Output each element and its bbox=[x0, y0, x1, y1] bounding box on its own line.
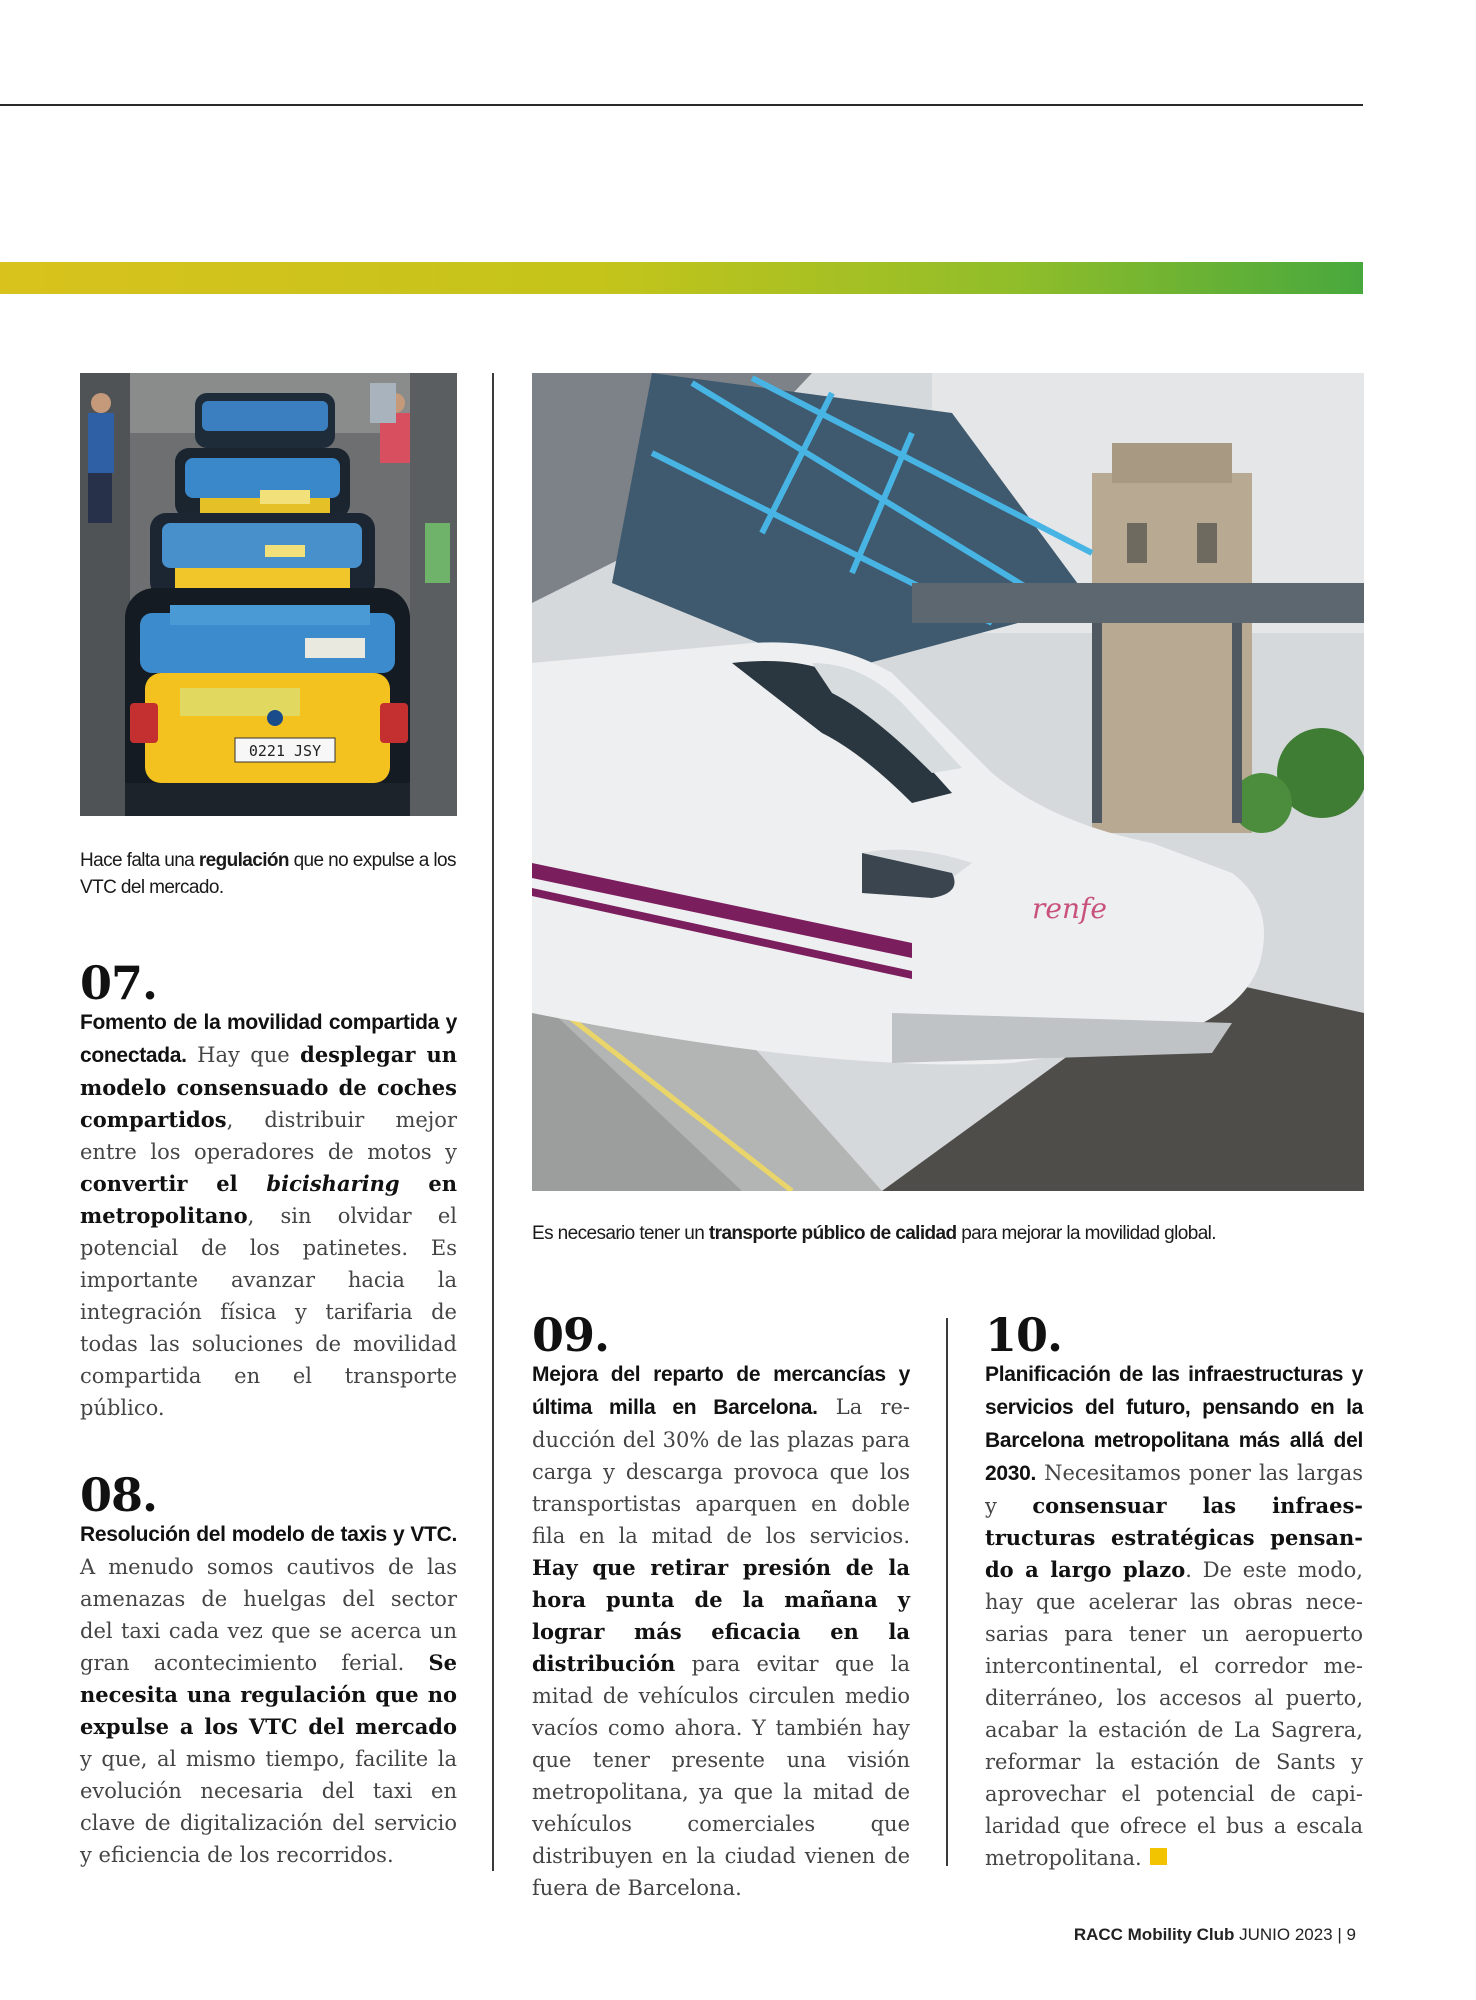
bold-text: Se necesita una regulación que no expulse a los VTC del mercado bbox=[80, 1650, 457, 1739]
section-08-body bbox=[80, 1518, 457, 1871]
section-lead: Mejora del reparto de mercancías y última milla en Barcelona. bbox=[532, 1363, 910, 1419]
caption-text: para mejorar la movilidad global. bbox=[956, 1223, 1216, 1244]
train-brand-logo: renfe bbox=[1032, 892, 1107, 925]
footer-separator: | bbox=[1337, 1925, 1342, 1944]
section-lead: Fomento de la movilidad compartida y conectada. bbox=[80, 1011, 457, 1067]
bold-text: Hay que retirar presión de la hora punta de la mañana y lograr más eficacia en la distribución bbox=[532, 1555, 910, 1676]
section-09-number: 09. bbox=[532, 1308, 610, 1362]
section-lead: Planificación de las infraestructuras y servicios del futuro, pensando en la Barcelona metropolitana más allá del 2030. bbox=[985, 1363, 1363, 1485]
bold-text: consensuar las infraestructuras estratégicas pensando a largo plazo bbox=[985, 1493, 1363, 1582]
section-lead: Resolución del modelo de taxis y VTC. bbox=[80, 1523, 457, 1546]
taxi-photo-caption bbox=[80, 847, 460, 901]
section-09-body bbox=[532, 1358, 910, 1904]
body-text: , sin olvidar el potencial de los patinetes. Es importante avanzar hacia la integración física y tarifaria de todas las soluciones de movilidad compartida en el transporte público. bbox=[80, 1204, 457, 1420]
section-10-number: 10. bbox=[985, 1308, 1063, 1362]
gradient-header-bar bbox=[0, 262, 1363, 294]
caption-text: que no expulse a los VTC del mercado. bbox=[80, 850, 456, 898]
taxi-photo-illustration bbox=[80, 373, 457, 816]
bold-text: en metropolitano bbox=[80, 1171, 457, 1228]
body-text: A menudo somos cautivos de las amenazas de huelgas del sector del taxi cada vez que se acerca un gran acontecimiento ferial. bbox=[80, 1555, 457, 1675]
end-of-article-square bbox=[1150, 1848, 1167, 1865]
top-rule bbox=[0, 104, 1363, 106]
caption-text: Es necesario tener un bbox=[532, 1223, 709, 1244]
body-text: La reducción del 30% de las plazas para carga y descarga provoca que los transportistas aparquen en doble fila en la mitad de los servicios. bbox=[532, 1395, 910, 1548]
taxi-photo bbox=[80, 373, 457, 816]
section-08-number: 08. bbox=[80, 1468, 158, 1522]
body-text: Necesitamos poner las largas y bbox=[985, 1461, 1363, 1518]
column-divider-right bbox=[946, 1318, 948, 1866]
bold-text: convertir el bbox=[80, 1171, 267, 1196]
page-number: 9 bbox=[1346, 1925, 1356, 1944]
bold-text: bicisharing bbox=[266, 1171, 400, 1196]
body-text: para evitar que la mitad de vehículos circulen medio vacíos como ahora. Y también hay que tener presente una visión metropolitana, ya que la mitad de vehículos comerciales que distribuyen en la ciudad vienen de fuera de Barcelona. bbox=[532, 1652, 910, 1900]
train-photo-caption bbox=[532, 1220, 1372, 1247]
body-text: Hay que bbox=[186, 1043, 301, 1067]
footer-date: JUNIO 2023 bbox=[1239, 1925, 1333, 1944]
column-divider-left bbox=[492, 373, 494, 1871]
section-10-body bbox=[985, 1358, 1363, 1874]
body-text: , distribuir mejor entre los operadores de motos y bbox=[80, 1108, 457, 1164]
body-text: y que, al mismo tiempo, facilite la evolución necesaria del taxi en clave de digitalización del servicio y eficiencia de los recorridos. bbox=[80, 1747, 457, 1867]
taxi-plate: 0221 JSY bbox=[248, 742, 322, 760]
section-07-body bbox=[80, 1006, 457, 1424]
page-footer bbox=[1074, 1925, 1356, 1945]
caption-text: Hace falta una bbox=[80, 850, 199, 871]
train-photo-illustration bbox=[532, 373, 1364, 1191]
section-07-number: 07. bbox=[80, 956, 158, 1010]
body-text: . De este modo, hay que acelerar las obras necesarias para tener un aeropuerto intercontinental, el corredor mediterráneo, los accesos al puerto, acabar la estación de La Sagrera, reformar la estación de Sants y aprovechar el potencial de capilaridad que ofrece el bus a escala metropolitana. bbox=[985, 1558, 1363, 1870]
caption-bold-text: transporte público de calidad bbox=[708, 1223, 957, 1244]
caption-bold-text: regulación bbox=[198, 850, 289, 871]
footer-brand: RACC Mobility Club bbox=[1073, 1925, 1235, 1944]
train-photo bbox=[532, 373, 1364, 1191]
bold-text: desplegar un modelo consensuado de coches compartidos bbox=[80, 1042, 457, 1132]
